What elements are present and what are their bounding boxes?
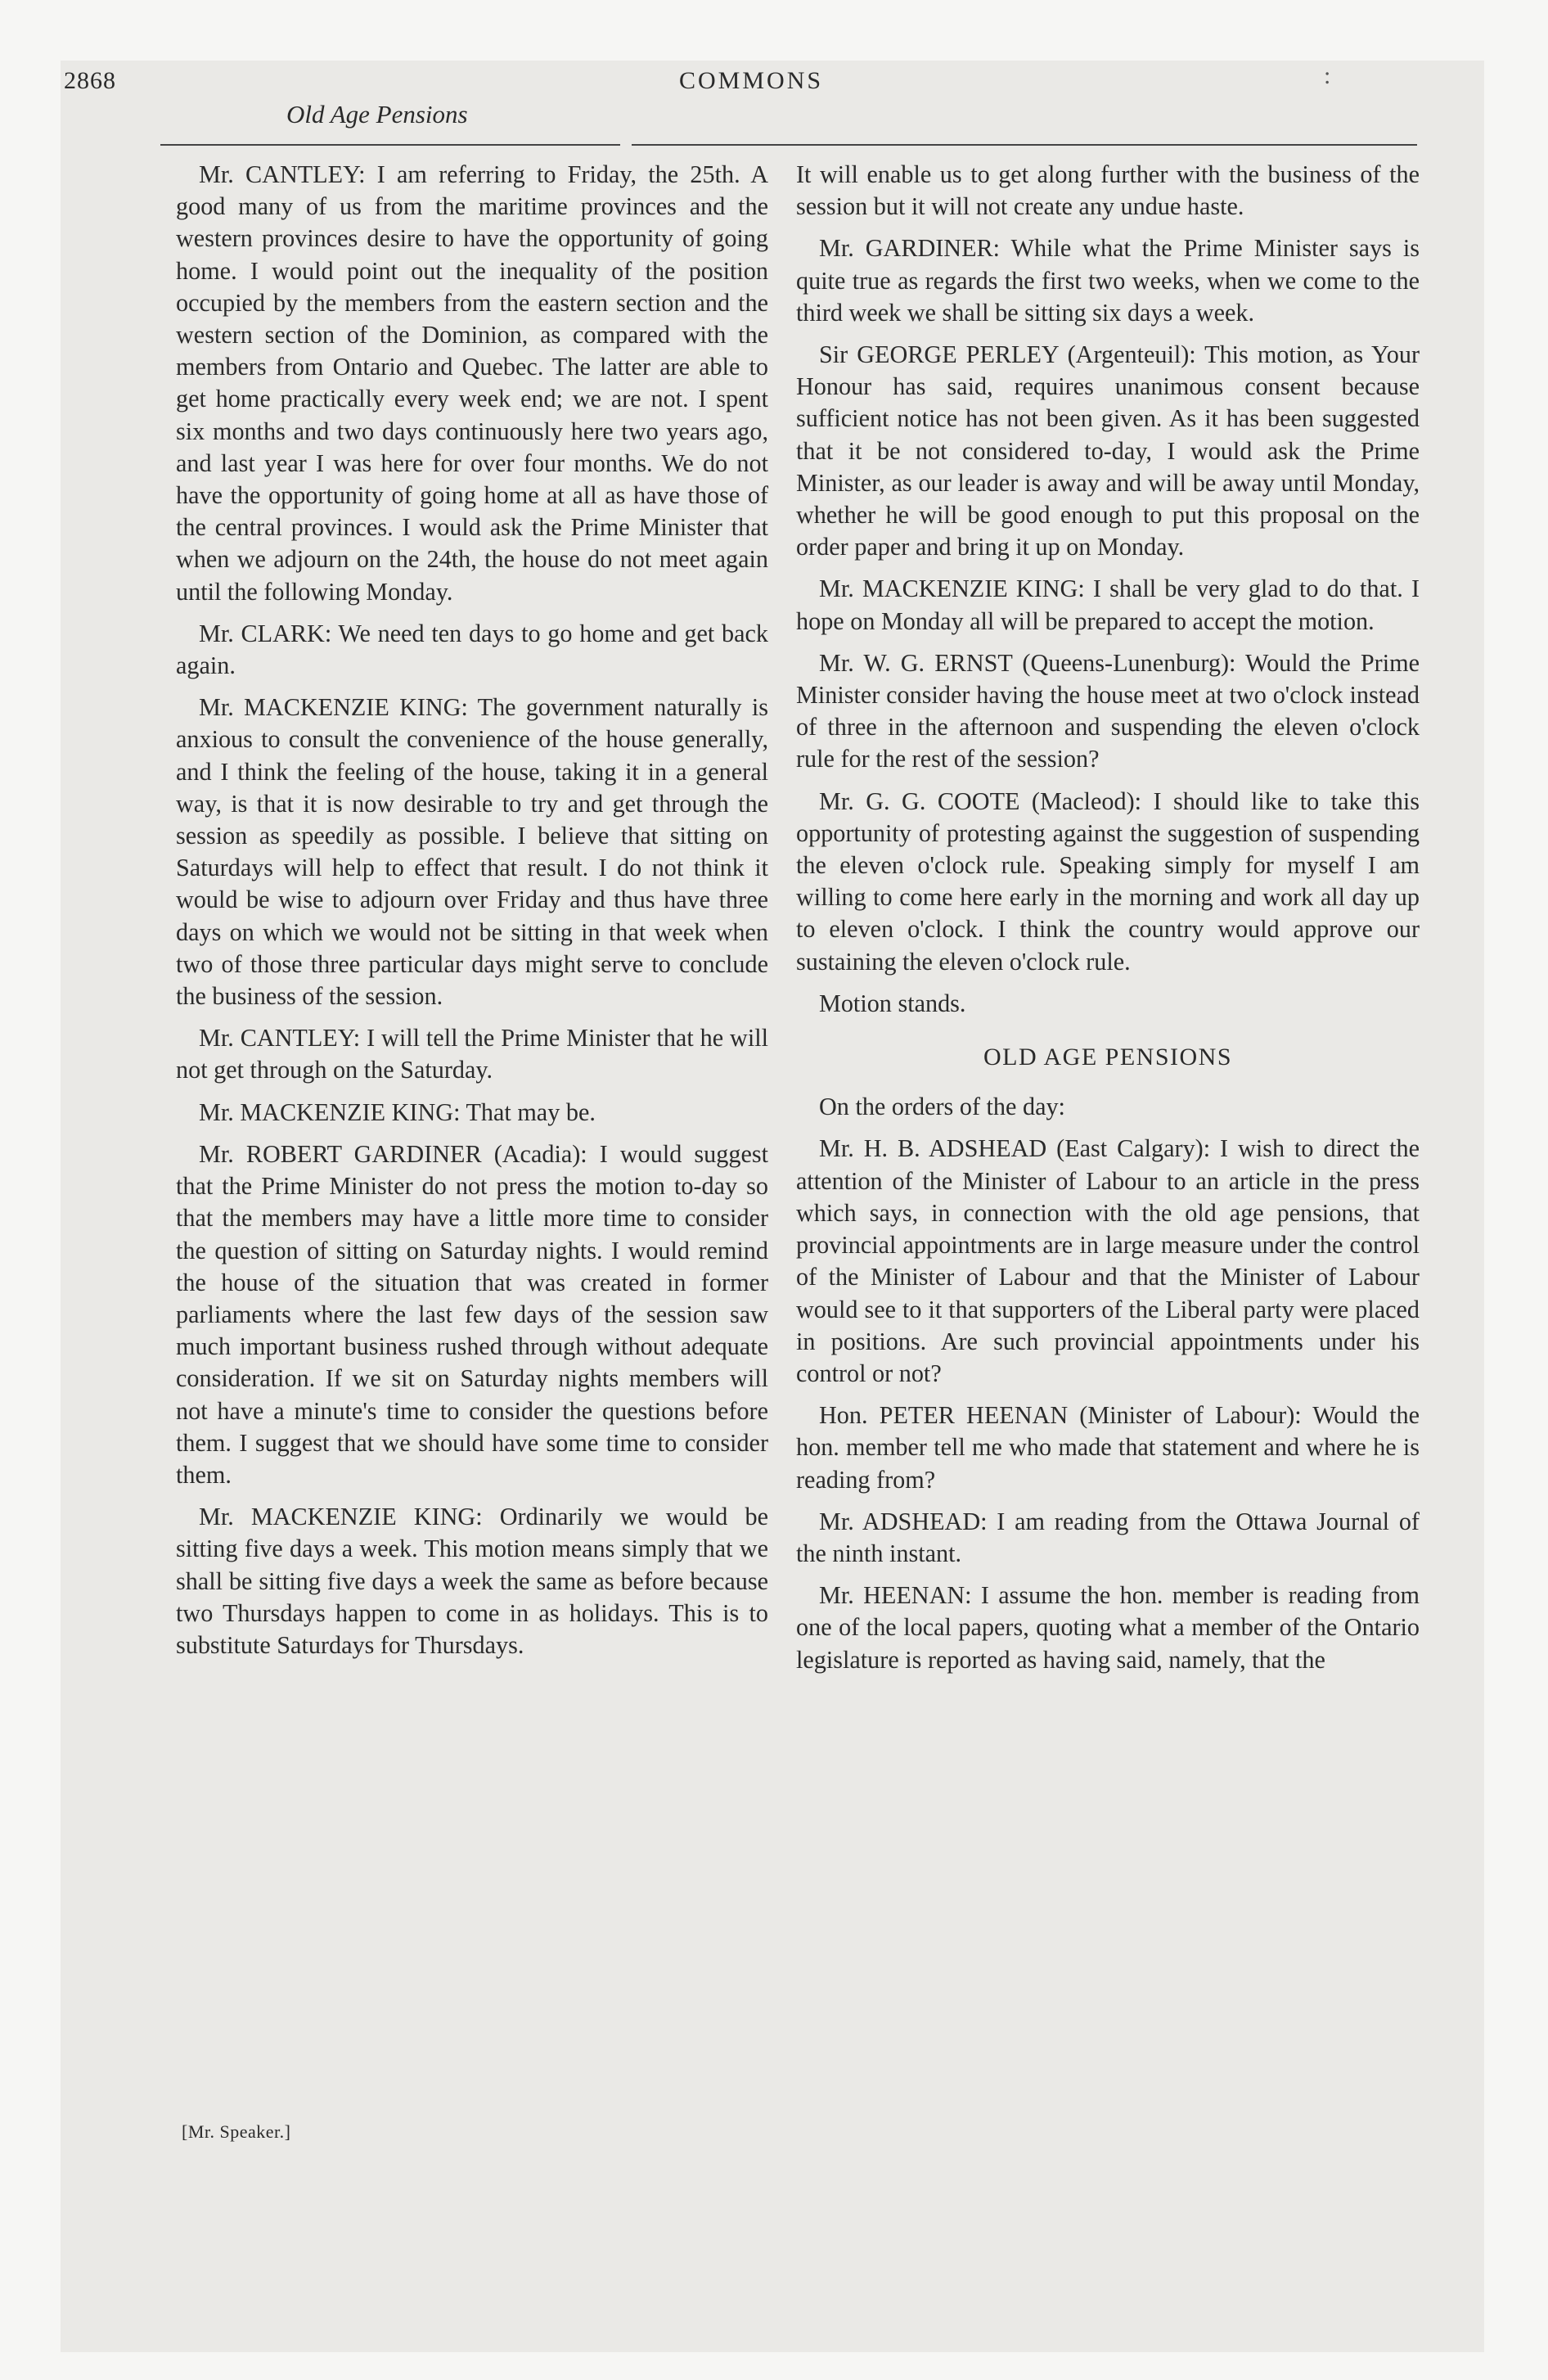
paragraph: Mr. MACKENZIE KING: I shall be very glad to do that. I hope on Monday all will be prepared to accept the motion. [796,575,1420,635]
paragraph: Motion stands. [819,989,966,1017]
paragraph: Mr. MACKENZIE KING: Ordinarily we would be sitting five days a week. This motion means simply that we shall be sitting five days a week the same as before because two Thursdays happen to come in as holidays. This is to substitute Saturdays for Thursdays. [176,1503,768,1659]
paragraph: On the orders of the day: [819,1093,1065,1121]
paragraph: Mr. CLARK: We need ten days to go home and get back again. [176,619,768,680]
left-column [176,159,768,1671]
section-title: COMMONS [679,67,824,94]
paragraph: Mr. HEENAN: I assume the hon. member is reading from one of the local papers, quoting what a member of the Ontario legislature is reported as having said, namely, that the [796,1581,1420,1674]
paragraph: Mr. ROBERT GARDINER (Acadia): I would suggest that the Prime Minister do not press the motion to-day so that the members may have a little more time to consider the question of sitting on Saturday nights. I would remind the house of the situation that was created in former parliaments where the last few days of the session saw much important business rushed through without adequate consideration. If we sit on Saturday nights members will not have a minute's time to consider the questions before them. I suggest that we should have some time to consider them. [176,1139,768,1489]
page-number: 2868 [64,67,116,94]
paragraph: Mr. GARDINER: While what the Prime Minister says is quite true as regards the first two weeks, when we come to the third week we shall be sitting six days a week. [796,234,1420,327]
header-rule-left [160,144,620,146]
paragraph: Mr. W. G. ERNST (Queens-Lunenburg): Would the Prime Minister consider having the house meet at two o'clock instead of three in the afternoon and suspending the eleven o'clock rule for the rest of the session? [796,648,1420,773]
paragraph: Mr. G. G. COOTE (Macleod): I should like to take this opportunity of protesting against the suggestion of suspending the eleven o'clock rule. Speaking simply for myself I am willing to come here early in the morning and work all day up to eleven o'clock. I think the country would approve our sustaining the eleven o'clock rule. [796,787,1420,976]
right-column [796,159,1420,1686]
section-heading: OLD AGE PENSIONS [983,1044,1233,1071]
paragraph: Mr. ADSHEAD: I am reading from the Ottawa Journal of the ninth instant. [796,1507,1420,1567]
header-rule-right [632,144,1417,146]
paragraph: Mr. CANTLEY: I am referring to Friday, the 25th. A good many of us from the maritime provinces and the western provinces desire to have the opportunity of going home. I would point out the inequality of the position occupied by the members from the eastern section and the western section of the Dominion, as compared with the members from Ontario and Quebec. The latter are able to get home practically every week end; we are not. I spent six months and two days continuously here two years ago, and last year I was here for over four months. We do not have the opportunity of going home at all as have those of the central provinces. I would ask the Prime Minister that when we adjourn on the 24th, the house do not meet again until the following Monday. [176,160,768,606]
paragraph: Mr. MACKENZIE KING: The government naturally is anxious to consult the convenience of the house generally, and I think the feeling of the house, taking it in a general way, is that it is now desirable to try and get through the session as speedily as possible. I believe that sitting on Saturdays will help to effect that result. I do not think it would be wise to adjourn over Friday and thus have three days on which we would not be sitting in that week when two of those three particular days might serve to conclude the business of the session. [176,693,768,1011]
speaker-note: [Mr. Speaker.] [182,2121,291,2142]
paragraph: Sir GEORGE PERLEY (Argenteuil): This motion, as Your Honour has said, requires unanimous consent because sufficient notice has not been given. As it has been suggested that it be not considered to-day, I would ask the Prime Minister, as our leader is away and will be away until Monday, whether he will be good enough to put this proposal on the order paper and bring it up on Monday. [796,340,1420,561]
paragraph: Hon. PETER HEENAN (Minister of Labour): Would the hon. member tell me who made that statement and where he is reading from? [796,1401,1420,1494]
running-head: Old Age Pensions [286,100,468,128]
margin-mark: : [1324,62,1331,89]
paragraph: Mr. H. B. ADSHEAD (East Calgary): I wish to direct the attention of the Minister of Labour to an article in the press which says, in connection with the old age pensions, that provincial appointments are in large measure under the control of the Minister of Labour and that the Minister of Labour would see to it that supporters of the Liberal party were placed in positions. Are such provincial appointments under his control or not? [796,1134,1420,1387]
paragraph: It will enable us to get along further with the business of the session but it will not create any undue haste. [796,160,1420,221]
paragraph: Mr. CANTLEY: I will tell the Prime Minister that he will not get through on the Saturday. [176,1024,768,1084]
paragraph: Mr. MACKENZIE KING: That may be. [199,1098,596,1126]
